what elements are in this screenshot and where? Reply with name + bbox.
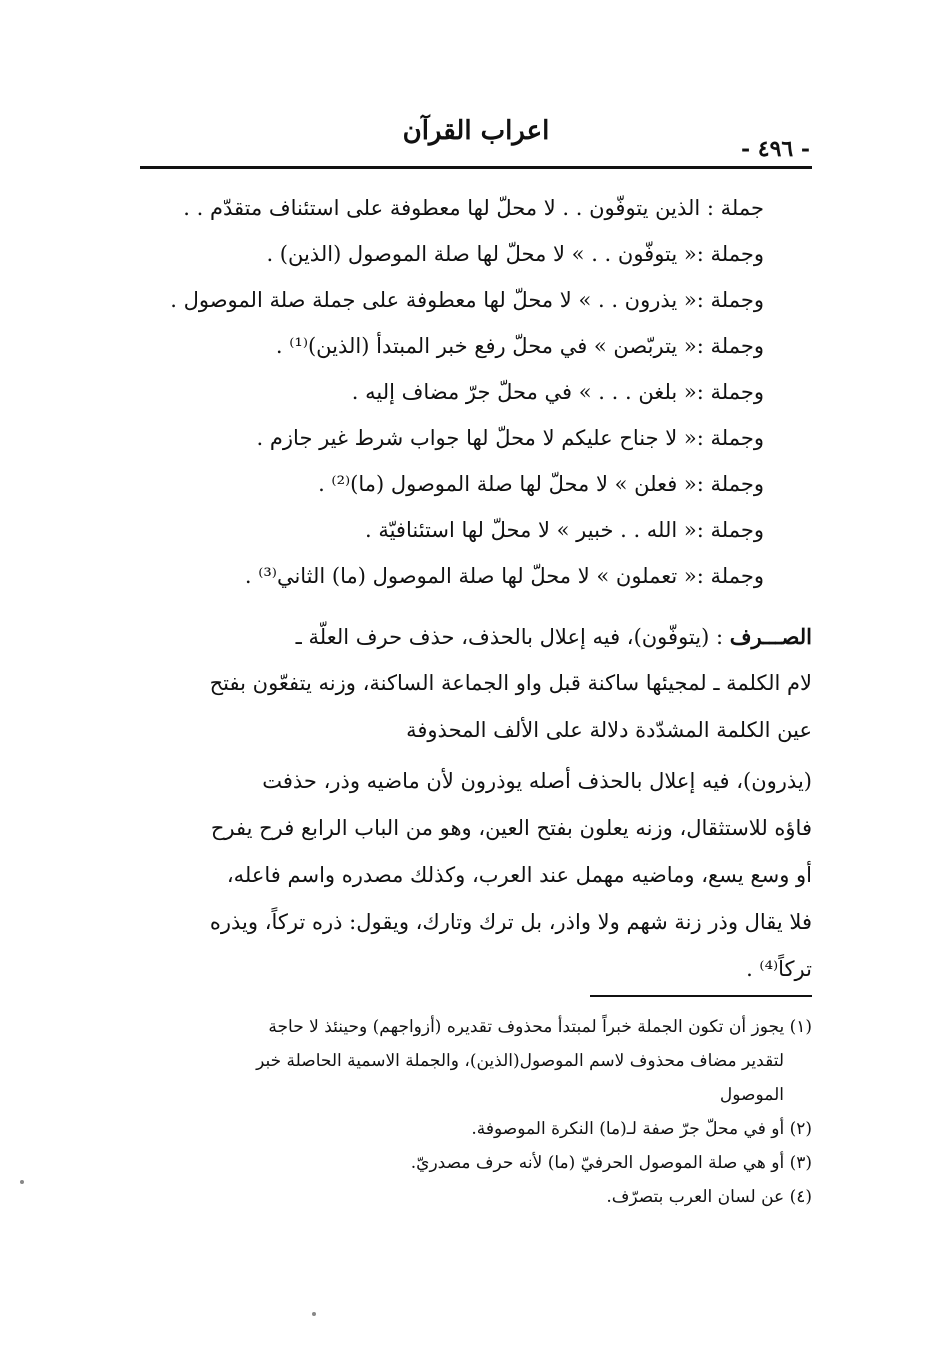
footnote-3: (٣) أو هي صلة الموصول الحرفيّ (ما) لأنه حرف مصدريّ.	[410, 1153, 812, 1173]
scan-speck	[312, 1312, 316, 1316]
page-number: - ٤٩٦ -	[740, 136, 810, 162]
header-rule	[140, 166, 812, 169]
yadharun-line: أو وسع يسع، وماضيه مهمل عند العرب، وكذلك مصدره واسم فاعله،	[226, 863, 812, 887]
footnote-4: (٤) عن لسان العرب بتصرّف.	[606, 1187, 812, 1207]
yadharun-line: فلا يقال وذر زنة شهم ولا واذر، بل ترك وتارك، ويقول: ذره تركاً، ويذره	[209, 910, 812, 934]
footnote-rule	[590, 995, 812, 997]
sarf-line: : (يتوفّون)، فيه إعلال بالحذف، حذف حرف العلّة ـ	[295, 625, 724, 649]
jumla-line: وجملة :« الله . . خبير » لا محلّ لها استئنافيّة .	[364, 518, 764, 542]
yadharun-line: (يذرون)، فيه إعلال بالحذف أصله يوذرون لأن ماضيه وذر، حذفت	[262, 769, 812, 793]
footnote-1-line: لتقدير مضاف محذوف لاسم الموصول(الذين)، والجملة الاسمية الحاصلة خبر	[256, 1051, 784, 1071]
jumla-line: وجملة :« تعملون » لا محلّ لها صلة الموصول (ما) الثاني⁽³⁾ .	[244, 564, 764, 588]
yadharun-line: تركاً⁽⁴⁾ .	[746, 957, 812, 981]
yadharun-line: فاؤه للاستثقال، وزنه يعلون بفتح العين، وهو من الباب الرابع فرح يفرح	[210, 816, 812, 840]
main-text	[140, 185, 812, 993]
jumla-line: وجملة :« يتربّصن » في محلّ رفع خبر المبتدأ (الذين)⁽¹⁾ .	[275, 334, 764, 358]
footnote-2: (٢) أو في محلّ جرّ صفة لـ(ما) النكرة الموصوفة.	[471, 1119, 812, 1139]
jumla-line: وجملة :« يتوفّون . . » لا محلّ لها صلة الموصول (الذين) .	[266, 242, 764, 266]
page-header	[140, 108, 812, 172]
scan-speck	[20, 1180, 24, 1184]
footnote-1-line: الموصول	[719, 1085, 784, 1105]
jumla-line: وجملة :« فعلن » لا محلّ لها صلة الموصول (ما)⁽²⁾ .	[318, 472, 764, 496]
yadharun-paragraph	[140, 758, 812, 993]
jumla-line: جملة : الذين يتوفّون . . لا محلّ لها معطوفة على استئناف متقدّم . .	[183, 196, 764, 220]
sarf-label: الصـــرف	[729, 624, 812, 649]
jumla-line: وجملة :« بلغن . . . » في محلّ جرّ مضاف إليه .	[351, 380, 764, 404]
sarf-line: لام الكلمة ـ لمجيئها ساكنة قبل واو الجماعة الساكنة، وزنه يتفعّون بفتح	[209, 671, 812, 695]
running-title: اعراب القرآن	[402, 116, 550, 146]
jumla-line: وجملة :« لا جناح عليكم لا محلّ لها جواب شرط غير جازم .	[256, 426, 764, 450]
sarf-line: عين الكلمة المشدّدة دلالة على الألف المحذوفة	[406, 718, 812, 742]
footnotes	[140, 1010, 812, 1214]
jumla-line: وجملة :« يذرون . . » لا محلّ لها معطوفة على جملة صلة الموصول .	[170, 288, 764, 312]
sarf-paragraph	[140, 613, 812, 754]
footnote-1-line: (١) يجوز أن تكون الجملة خبراً لمبتدأ محذوف تقديره (أزواجهم) وحينئذ لا حاجة	[268, 1017, 812, 1037]
